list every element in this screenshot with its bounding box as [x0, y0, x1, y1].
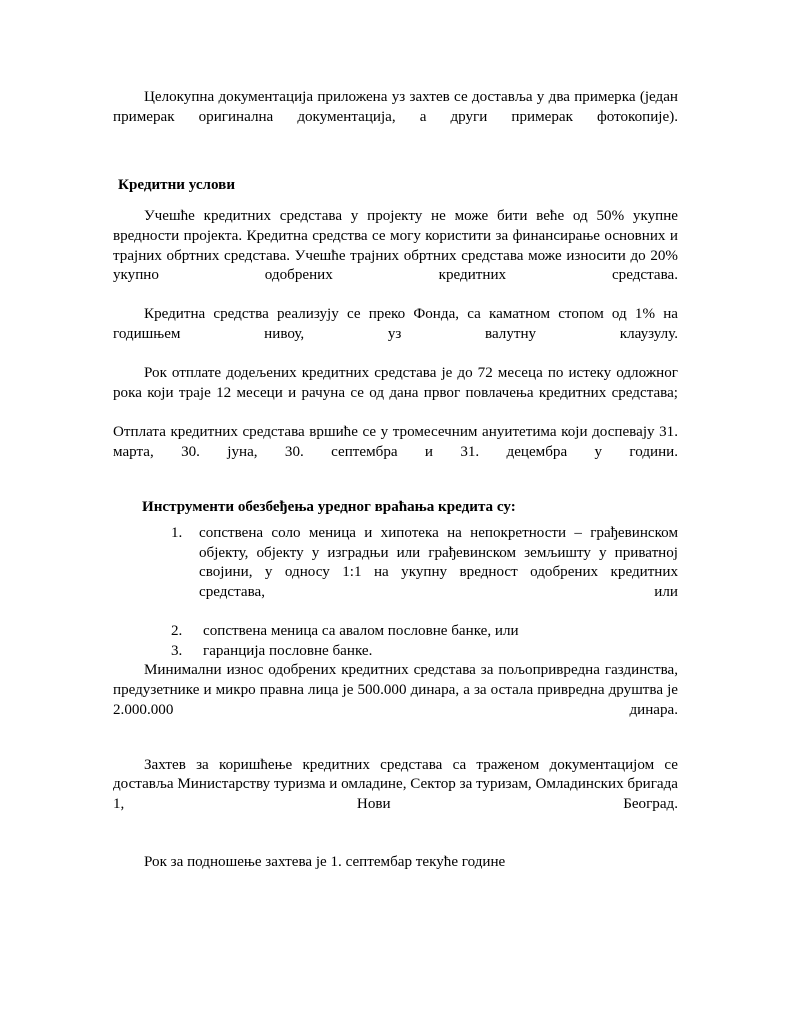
paragraph-repayment-period: Рок отплате додељених кредитних средстава је до 72 месеца по истеку одложног рока који траје 12 месеци и рачуна се од дана првог повлачења кредитних средстава; — [113, 365, 678, 401]
instrument-list — [113, 524, 678, 661]
list-item — [113, 642, 678, 662]
list-item-number: 2. — [171, 623, 183, 640]
list-item-text: сопствена соло меница и хипотека на непокретности – грађевинском објекту, објекту у изградњи или грађевинском земљишту у приватној својини, у односу 1:1 на укупну вредност одобрених кредитних средстава, или — [199, 525, 678, 601]
document-body — [113, 88, 678, 873]
list-item-number: 3. — [171, 642, 183, 659]
heading-credit-terms: Кредитни услови — [118, 176, 236, 193]
list-item-text: гаранција пословне банке. — [203, 642, 373, 659]
list-item — [113, 524, 678, 622]
spacer — [113, 834, 678, 853]
paragraph-annuities: Отплата кредитних средстава вршиће се у тромесечним ануитетима који доспевају 31. марта, 30. јуна, 30. септембра и 31. децембра у години. — [113, 423, 678, 460]
list-item — [113, 622, 678, 642]
paragraph-intro: Целокупна документација приложена уз захтев се доставља у два примерка (један примерак оригинална документација, а други примерак фотокопије). — [113, 89, 678, 125]
paragraph-deadline: Рок за подношење захтева је 1. септембар текуће године — [144, 854, 506, 871]
list-item-number: 1. — [171, 525, 183, 542]
paragraph-submission: Захтев за коришћење кредитних средстава са траженом документацијом се доставља Министарству туризма и омладине, Сектор за туризам, Омладинских бригада 1, Нови Београд. — [113, 756, 678, 812]
spacer — [113, 740, 678, 756]
paragraph-realization: Кредитна средства реализују се преко Фонда, са каматном стопом од 1% на годишњем нивоу, уз валутну клаузулу. — [113, 306, 678, 342]
paragraph-minimum-amount: Минимални износ одобрених кредитних средстава за пољопривредна газдинства, предузетнике и микро правна лица је 500.000 динара, а за остала привредна друштва је 2.000.000 динара. — [113, 662, 678, 718]
paragraph-participation: Учешће кредитних средстава у пројекту не може бити веће од 50% укупне вредности пројекта. Кредитна средства се могу користити за финансирање основних и трајних обртних средстава. Учешће трајних обртних средстава може износити до 20% укупно одобрених кредитних средстава. — [113, 208, 678, 284]
heading-instruments: Инструменти обезбеђења уредног враћања кредита су: — [142, 498, 516, 515]
list-item-text: сопствена меница са авалом пословне банке, или — [203, 623, 519, 640]
spacer — [113, 147, 678, 158]
